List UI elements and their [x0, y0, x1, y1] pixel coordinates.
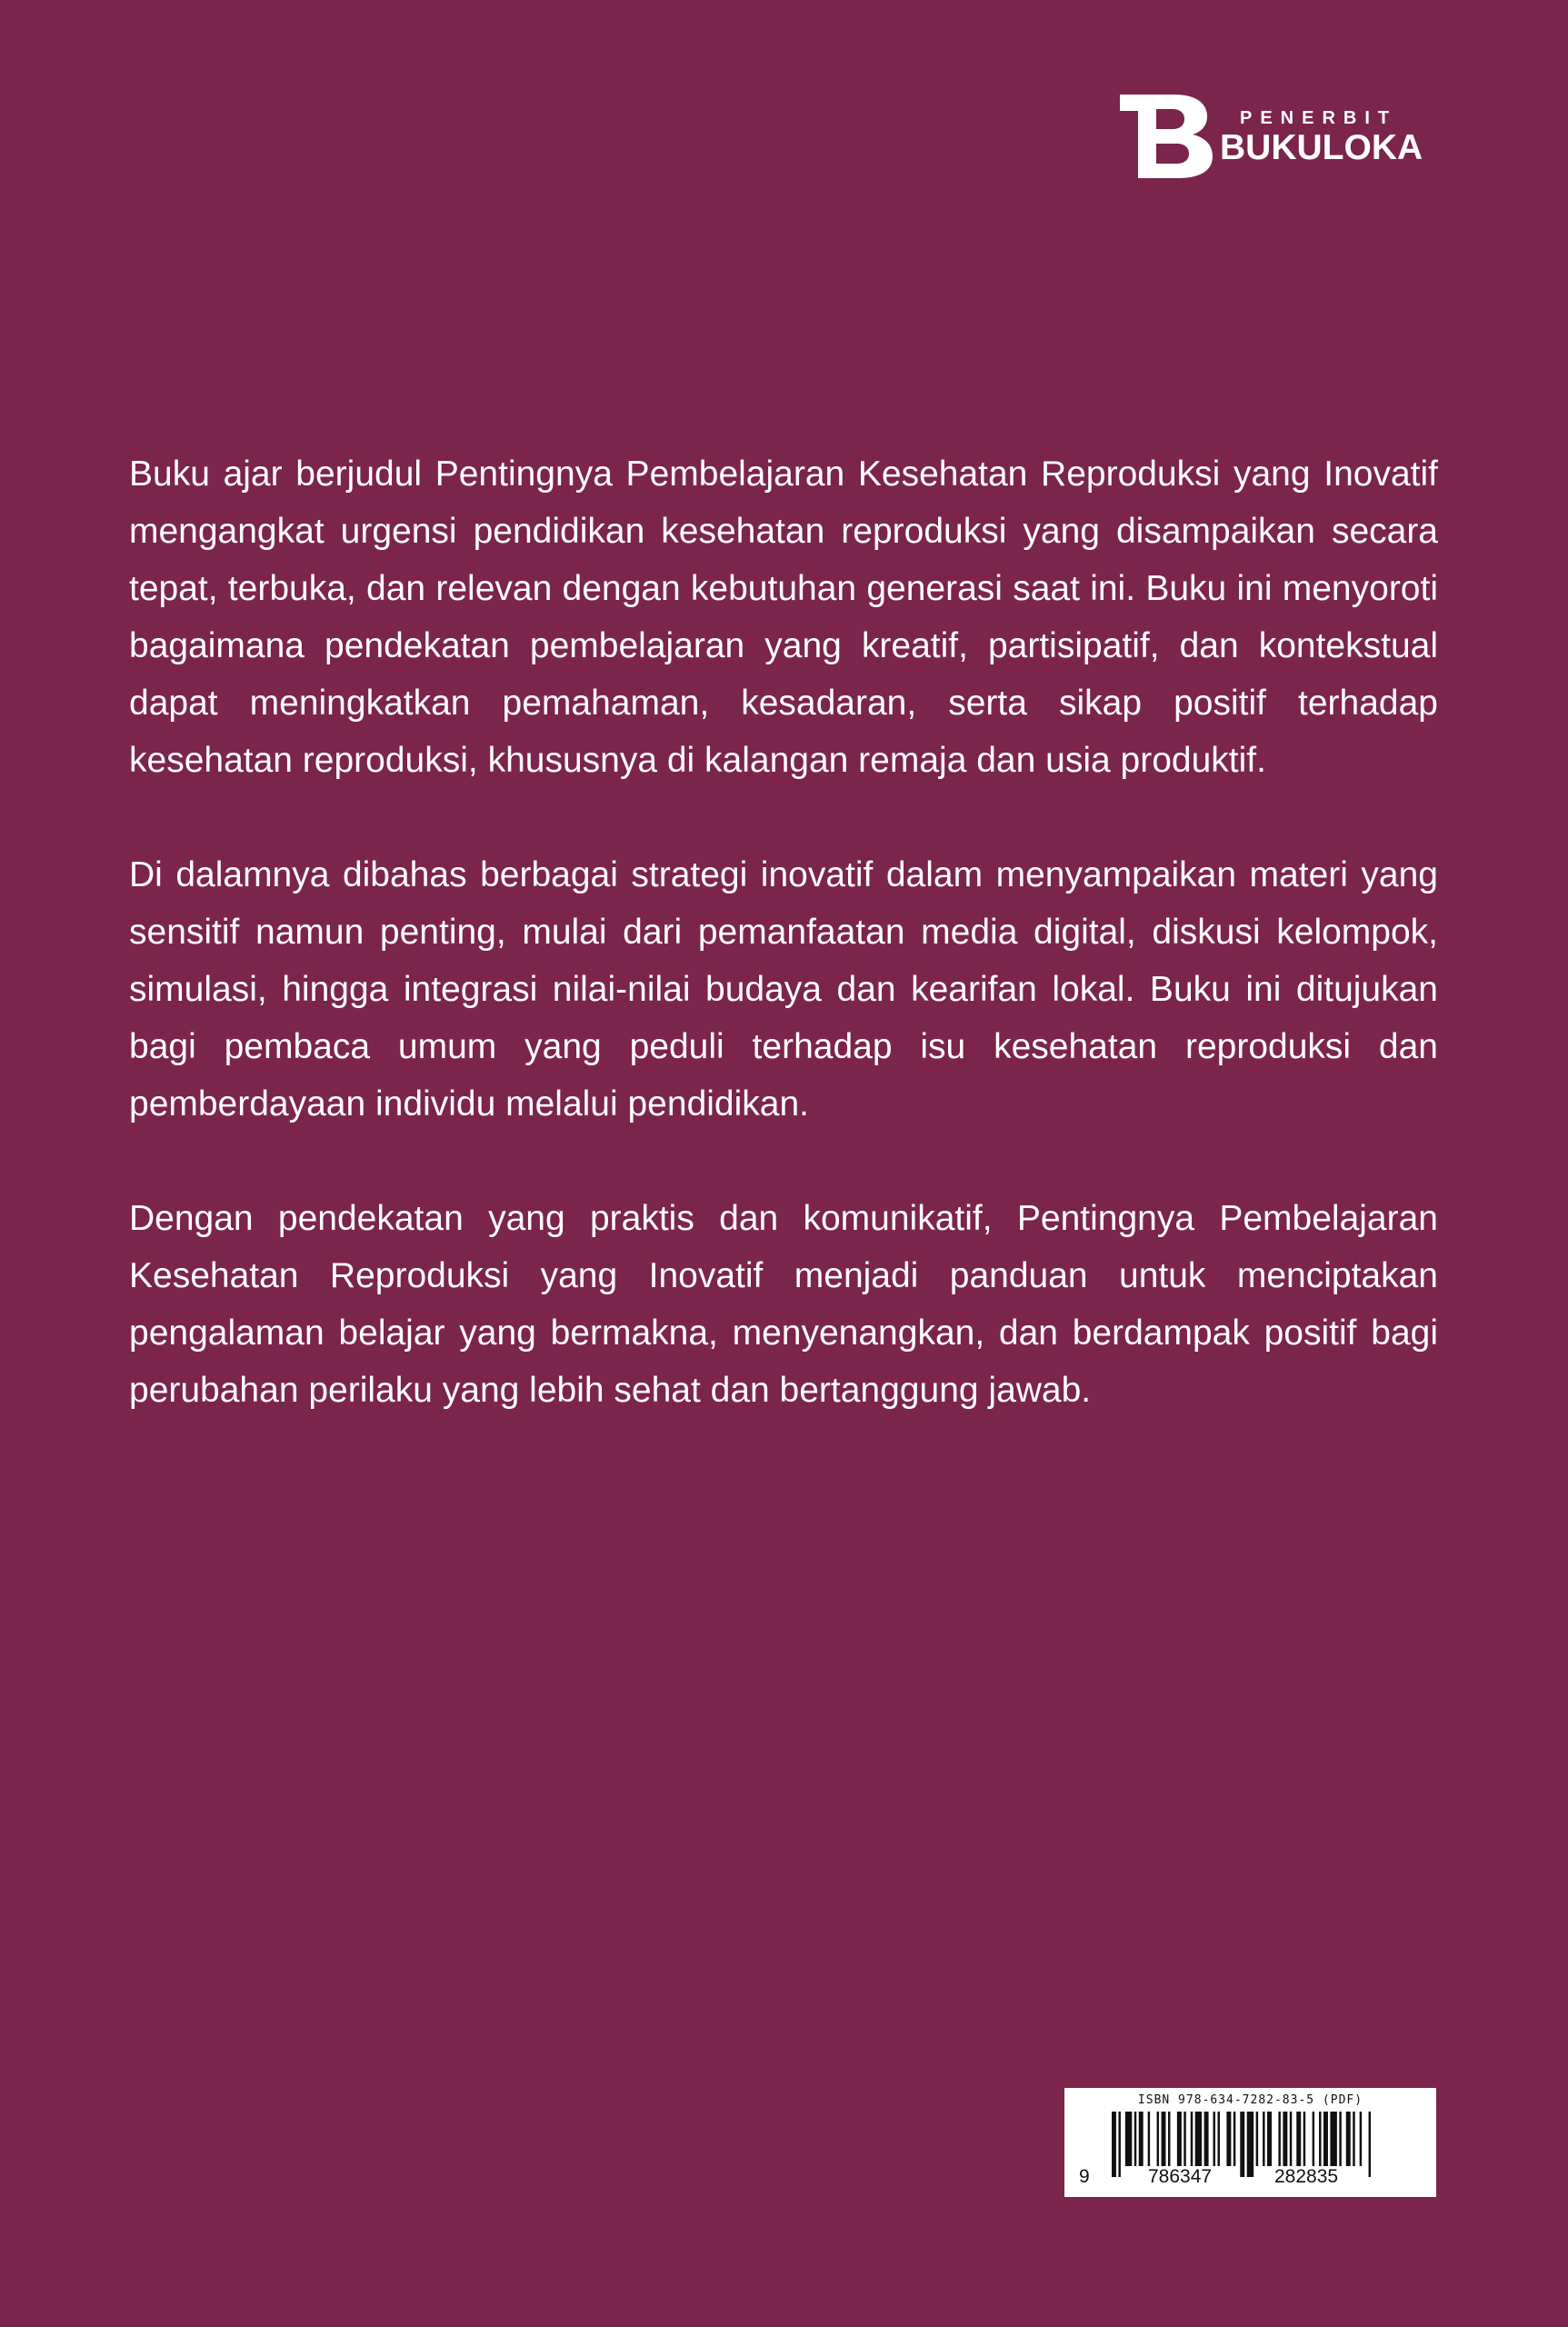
barcode-stripe [1177, 2112, 1182, 2166]
publisher-label-small: PENERBIT [1240, 108, 1398, 128]
barcode-stripe [1323, 2112, 1328, 2166]
blurb-paragraph-3: Dengan pendekatan yang praktis dan komunikatif, Pentingnya Pembelajaran Kesehatan Reproduksi yang Inovatif menjadi panduan untuk menciptakan pengalaman belajar yang bermakna, menyenangkan, dan berdampak positif bagi perubahan perilaku yang lebih sehat dan bertanggung jawab. [129, 1199, 1438, 1410]
barcode-stripe [1183, 2112, 1185, 2166]
barcode-stripe [1204, 2112, 1209, 2166]
barcode-stripe [1267, 2112, 1272, 2166]
barcode-stripe [1369, 2112, 1371, 2177]
blurb-text [129, 445, 1438, 1476]
isbn-label: ISBN 978-634-7282-83-5 (PDF) [1137, 2093, 1363, 2107]
publisher-b-mark-icon [1120, 95, 1213, 178]
barcode-stripe [1339, 2112, 1341, 2166]
barcode-digit-first: 9 [1079, 2166, 1090, 2187]
barcode-stripe [1283, 2112, 1287, 2166]
blurb-paragraph-2: Di dalamnya dibahas berbagai strategi inovatif dalam menyampaikan materi yang sensitif namun penting, mulai dari pemanfaatan media digital, diskusi kelompok, simulasi, hingga integrasi nilai-nilai budaya dan kearifan lokal. Buku ini ditujukan bagi pembaca umum yang peduli terhadap isu kesehatan reproduksi dan pemberdayaan individu melalui pendidikan. [129, 855, 1438, 1124]
publisher-logo [1120, 95, 1438, 178]
barcode-digits-left: 786347 [1148, 2166, 1213, 2187]
barcode-stripe [1134, 2112, 1136, 2166]
blurb-paragraph-1: Buku ajar berjudul Pentingnya Pembelajaran Kesehatan Reproduksi yang Inovatif mengangkat urgensi pendidikan kesehatan reproduksi yang disampaikan secara tepat, terbuka, dan relevan dengan kebutuhan generasi saat ini. Buku ini menyoroti bagaimana pendekatan pembelajaran yang kreatif, partisipatif, dan kontekstual dapat meningkatkan pemahaman, kesadaran, serta sikap positif terhadap kesehatan reproduksi, khususnya di kalangan remaja dan usia produktif. [129, 454, 1438, 780]
barcode-stripe [1162, 2112, 1166, 2166]
isbn-barcode [1064, 2088, 1436, 2197]
barcode-stripe [1330, 2112, 1336, 2166]
barcode-digits-right: 282835 [1274, 2166, 1339, 2187]
barcode-stripe [1139, 2112, 1144, 2166]
barcode-stripe [1226, 2112, 1231, 2166]
barcode-stripe [1346, 2112, 1351, 2166]
barcode-stripe [1303, 2112, 1305, 2166]
barcode-stripe [1263, 2112, 1264, 2166]
barcode-stripe [1278, 2112, 1280, 2166]
barcode-stripe [1125, 2112, 1132, 2166]
barcode-stripe [1240, 2112, 1244, 2177]
barcode-stripe [1296, 2112, 1301, 2166]
barcode-stripe [1247, 2112, 1253, 2177]
barcode-stripe [1191, 2112, 1193, 2166]
barcode-stripe [1195, 2112, 1202, 2166]
barcode-stripe [1313, 2112, 1314, 2166]
barcode-stripe [1290, 2112, 1292, 2166]
barcode-stripe [1112, 2112, 1116, 2177]
barcode-stripe [1213, 2112, 1215, 2166]
barcode-stripe [1118, 2112, 1120, 2177]
barcode-stripe [1148, 2112, 1150, 2166]
barcode-stripe [1168, 2112, 1170, 2166]
barcode-stripe [1233, 2112, 1235, 2166]
barcode-stripe [1256, 2112, 1258, 2166]
publisher-name: BUKULOKA [1220, 128, 1423, 167]
barcode-stripe [1319, 2112, 1321, 2166]
barcode-stripe [1360, 2112, 1362, 2166]
barcode-stripe [1353, 2112, 1354, 2166]
barcode-stripe [1157, 2112, 1159, 2166]
barcode-stripe [1218, 2112, 1220, 2166]
